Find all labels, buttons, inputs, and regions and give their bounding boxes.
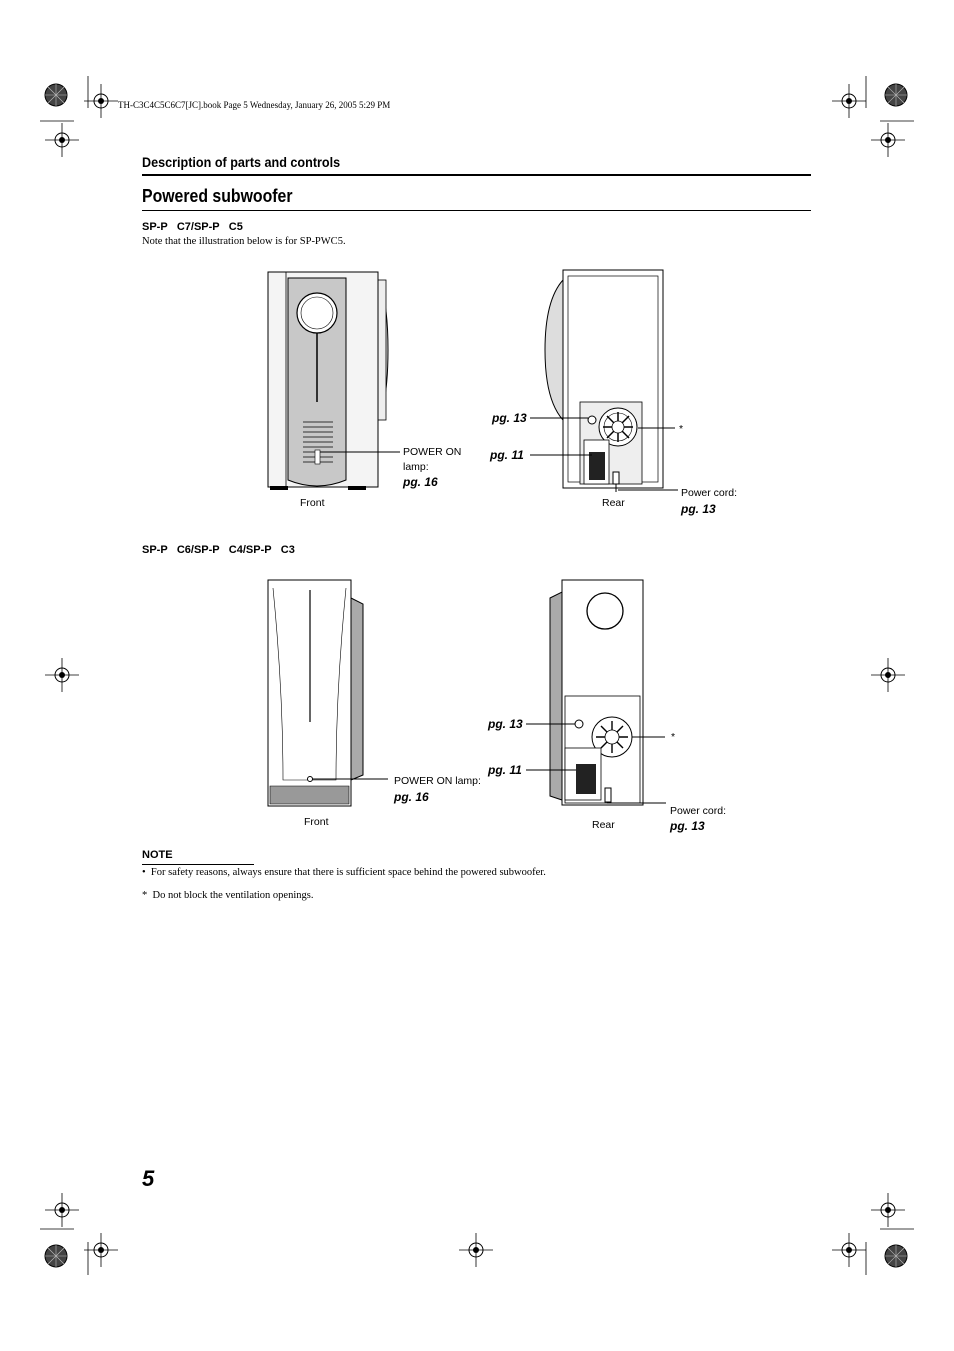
- front-label-2: Front: [304, 816, 329, 828]
- power-cord-ref-2: pg. 13: [670, 819, 705, 833]
- ref-lower-2: pg. 11: [488, 763, 522, 777]
- crop-lines: [40, 76, 914, 1275]
- heading-rule: [142, 210, 811, 211]
- power-on-lamp-ref-1: pg. 16: [403, 475, 438, 489]
- power-cord-label-1: Power cord:: [681, 487, 738, 499]
- front-label-1: Front: [300, 497, 325, 509]
- registration-mark-bottom-right: [885, 1245, 907, 1267]
- note-rule: [142, 864, 254, 865]
- model-list-2: SP-P C6/SP-P C4/SP-P C3: [142, 544, 295, 556]
- section-rule: [142, 174, 811, 176]
- ref-lower-1: pg. 11: [490, 448, 524, 462]
- illustration-note: Note that the illustration below is for SP-PWC5.: [142, 236, 346, 247]
- registration-mark-top-left: [45, 84, 67, 106]
- ref-upper-2: pg. 13: [488, 717, 523, 731]
- ventilation-asterisk-1: *: [679, 423, 684, 435]
- note-bullet: • For safety reasons, always ensure that there is sufficient space behind the powered subwoofer.: [142, 867, 546, 878]
- note-title: NOTE: [142, 849, 173, 861]
- power-cord-label-2: Power cord:: [670, 805, 727, 817]
- model-list-1: SP-P C7/SP-P C5: [142, 221, 243, 233]
- page-number: 5: [142, 1166, 155, 1191]
- subwoofer-rear-illustration-2: [526, 580, 666, 805]
- power-cord-ref-1: pg. 13: [681, 502, 716, 516]
- ventilation-footnote: * Do not block the ventilation openings.: [142, 890, 314, 901]
- section-title: Description of parts and controls: [142, 154, 341, 170]
- rear-label-1: Rear: [602, 497, 625, 509]
- power-on-lamp-ref-2: pg. 16: [394, 790, 429, 804]
- power-on-lamp-label-2: POWER ON lamp:: [394, 775, 481, 787]
- subwoofer-rear-illustration-1: [530, 270, 678, 492]
- ref-upper-1: pg. 13: [492, 411, 527, 425]
- print-header-info: TH-C3C4C5C6C7[JC].book Page 5 Wednesday, January 26, 2005 5:29 PM: [118, 100, 391, 110]
- power-on-lamp-label-1: POWER ON lamp:: [403, 446, 462, 473]
- rear-label-2: Rear: [592, 819, 615, 831]
- crosshair-marks: [45, 84, 905, 1267]
- subwoofer-front-illustration-1: [268, 272, 400, 490]
- registration-mark-bottom-left: [45, 1245, 67, 1267]
- registration-mark-top-right: [885, 84, 907, 106]
- subwoofer-front-illustration-2: [268, 580, 388, 806]
- ventilation-asterisk-2: *: [671, 731, 676, 743]
- page-heading: Powered subwoofer: [142, 186, 293, 206]
